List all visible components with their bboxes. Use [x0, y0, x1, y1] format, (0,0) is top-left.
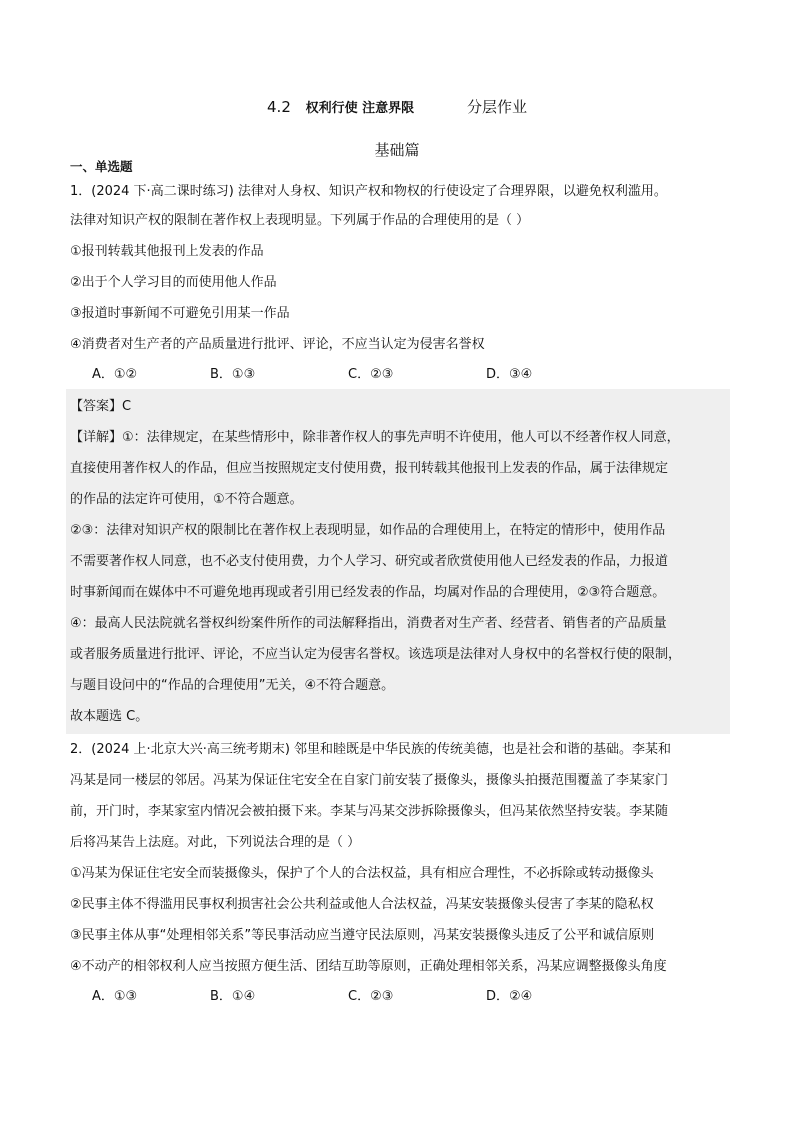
option-d: D．②④: [486, 989, 533, 1004]
question-2: [70, 734, 730, 1011]
question-line: 法律对知识产权的限制在著作权上表现明显。下列属于作品的合理使用的是（ ）: [70, 213, 530, 228]
explanation-line: 直接使用著作权人的作品，但应当按照规定支付使用费，报刊转载其他报刊上发表的作品，属于法律规定: [70, 461, 669, 476]
statement-line: ③报道时事新闻不可避免引用某一作品: [70, 306, 290, 321]
option-a: A．①②: [92, 367, 138, 382]
statement-line: ②出于个人学习目的而使用他人作品: [70, 275, 277, 290]
question-1: [70, 178, 730, 734]
explanation-line: ②③：法律对知识产权的限制比在著作权上表现明显，如作品的合理使用上，在特定的情形中，使用作品: [70, 523, 666, 538]
answer-line: 【答案】C: [70, 399, 132, 414]
option-c: C．②③: [348, 989, 394, 1004]
explanation-line: 与题目设问中的“作品的合理使用”无关，④不符合题意。: [70, 678, 395, 693]
lesson-number: 4.2: [267, 98, 291, 116]
question-line: 1．(2024 下·高二课时练习) 法律对人身权、知识产权和物权的行使设定了合理界限，以避免权利滥用。: [70, 184, 667, 199]
explanation-line: 【详解】①：法律规定，在某些情形中，除非著作权人的事先声明不许使用，他人可以不经著作权人同意，: [70, 430, 680, 445]
option-d: D．③④: [486, 367, 533, 382]
conclusion-line: 故本题选 C。: [70, 709, 149, 724]
option-b: B．①④: [210, 989, 256, 1004]
answer-block: [66, 389, 730, 734]
question-line: 后将冯某告上法庭。对此，下列说法合理的是（ ）: [70, 835, 361, 850]
options-row: [70, 360, 730, 389]
option-c: C．②③: [348, 367, 394, 382]
options-row: [70, 982, 730, 1011]
homework-type: 分层作业: [466, 98, 527, 116]
level-heading: 基础篇: [374, 141, 420, 159]
question-line: 前，开门时，李某家室内情况会被拍摄下来。李某与冯某交涉拆除摄像头，但冯某依然坚持安装。李某随: [70, 804, 669, 819]
statement-line: ①冯某为保证住宅安全而装摄像头，保护了个人的合法权益，具有相应合理性，不必拆除或转动摄像头: [70, 866, 654, 881]
option-a: A．①③: [92, 989, 138, 1004]
statement-line: ②民事主体不得滥用民事权利损害社会公共利益或他人合法权益，冯某安装摄像头侵害了李某的隐私权: [70, 897, 654, 912]
option-b: B．①③: [210, 367, 256, 382]
explanation-line: 的作品的法定许可使用，①不符合题意。: [70, 492, 303, 507]
explanation-line: 不需要著作权人同意，也不必支付使用费，力个人学习、研究或者欣赏使用他人已经发表的作品，力报道: [70, 554, 669, 569]
section-heading: 一、单选题: [70, 159, 133, 174]
page-title: [0, 96, 794, 117]
statement-line: ④消费者对生产者的产品质量进行批评、评论，不应当认定为侵害名誉权: [70, 337, 485, 352]
question-line: 冯某是同一楼层的邻居。冯某为保证住宅安全在自家门前安装了摄像头，摄像头拍摄范围覆盖了李某家门: [70, 773, 669, 788]
question-line: 2．(2024 上·北京大兴·高三统考期末) 邻里和睦既是中华民族的传统美德，也是社会和谐的基础。李某和: [70, 742, 672, 757]
explanation-line: 或者服务质量进行批评、评论，不应当认定为侵害名誉权。该选项是法律对人身权中的名誉权行使的限制，: [70, 647, 682, 662]
statement-line: ③民事主体从事“处理相邻关系”等民事活动应当遵守民法原则，冯某安装摄像头违反了公平和诚信原则: [70, 928, 655, 943]
explanation-line: ④：最高人民法院就名誉权纠纷案件所作的司法解释指出，消费者对生产者、经营者、销售者的产品质量: [70, 616, 667, 631]
statement-line: ④不动产的相邻权利人应当按照方便生活、团结互助等原则，正确处理相邻关系，冯某应调整摄像头角度: [70, 959, 667, 974]
lesson-name: 权利行使 注意界限: [305, 101, 415, 116]
explanation-line: 时事新闻而在媒体中不可避免地再现或者引用已经发表的作品，均属对作品的合理使用，②③符合题意。: [70, 585, 666, 600]
statement-line: ①报刊转载其他报刊上发表的作品: [70, 244, 264, 259]
content: [70, 158, 730, 1011]
